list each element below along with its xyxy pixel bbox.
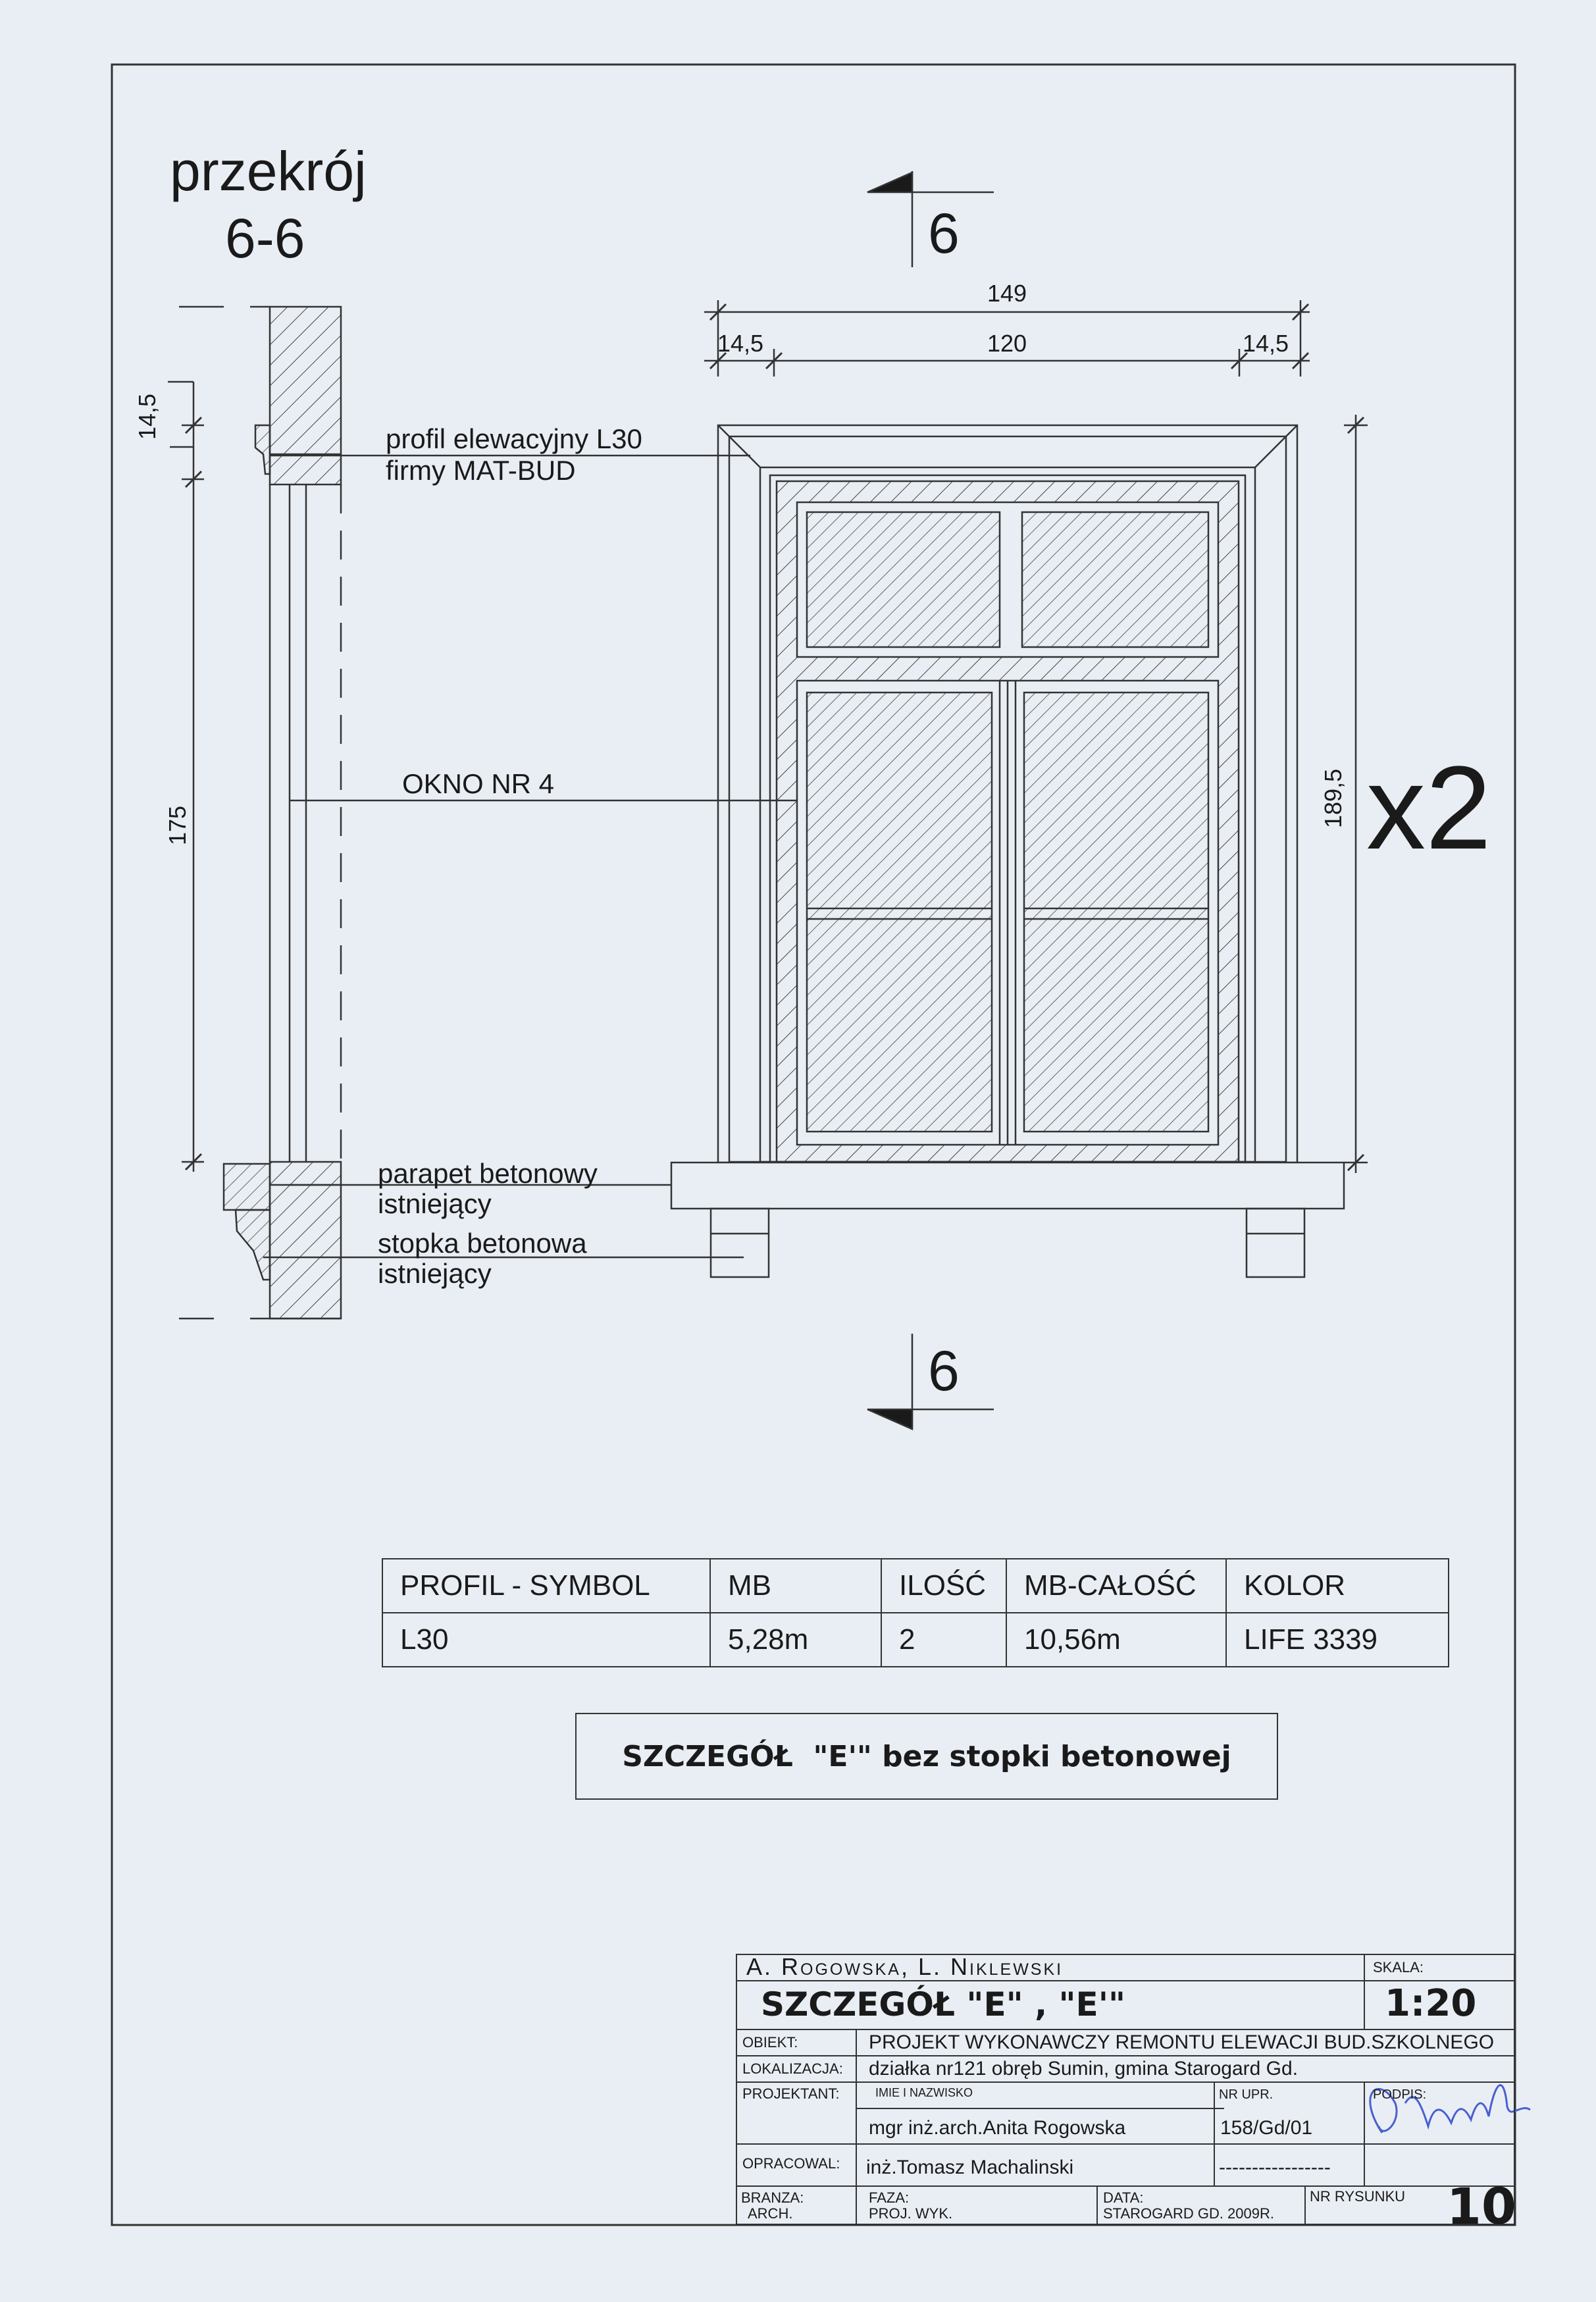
header-quantity: ILOŚĆ [881,1559,1006,1613]
sill-note-line2: istniejący [378,1188,492,1219]
dim-right-frame: 14,5 [1243,330,1289,357]
cell-quantity: 2 [881,1613,1006,1667]
cell-color: LIFE 3339 [1226,1613,1449,1667]
dim-section-top: 14,5 [134,393,161,440]
detail-caption: SZCZEGÓŁ "E'" bez stopki betonowej [575,1713,1278,1800]
tb-drawing-title: SZCZEGÓŁ "E" , "E'" [761,1985,1126,2024]
section-title-line2: 6-6 [225,207,305,269]
tb-prepared-label: OPRACOWAL: [742,2155,840,2172]
tb-object-label: OBIEKT: [742,2034,798,2051]
vertical-dimension [1344,415,1368,1173]
section-marker-bottom-label: 6 [928,1340,960,1403]
tb-object: PROJEKT WYKONAWCZY REMONTU ELEWACJI BUD.SZKOLNEGO [869,2031,1495,2053]
tb-scale-label: SKALA: [1373,1959,1424,1975]
tb-license-header: NR UPR. [1219,2087,1274,2102]
tb-branch-label: BRANZA: [741,2189,804,2206]
dim-overall-width: 149 [987,280,1027,307]
header-mb-total: MB-CAŁOŚĆ [1006,1559,1226,1613]
profile-note-line2: firmy MAT-BUD [386,455,576,486]
tb-date-label: DATA: [1103,2189,1144,2206]
header-color: KOLOR [1226,1559,1449,1613]
tb-designer-license: 158/Gd/01 [1220,2117,1313,2139]
section-title-line1: przekrój [170,140,367,202]
tb-prepared-name: inż.Tomasz Machalinski [866,2157,1074,2178]
tb-name-header: IMIE I NAZWISKO [875,2086,973,2099]
cell-mb: 5,28m [710,1613,881,1667]
window-elevation [671,425,1347,1277]
tb-designer-label: PROJEKTANT: [742,2085,840,2102]
tb-scale: 1:20 [1385,1982,1477,2025]
tb-location-label: LOKALIZACJA: [742,2060,843,2077]
tb-drawing-no: 10 [1447,2177,1516,2236]
dim-section-height: 175 [164,805,191,845]
tb-drawing-no-label: NR RYSUNKU [1310,2188,1406,2205]
tb-phase-label: FAZA: [869,2189,910,2206]
tb-location: działka nr121 obręb Sumin, gmina Starogard Gd. [869,2058,1299,2080]
header-mb: MB [710,1559,881,1613]
cell-profile: L30 [382,1613,710,1667]
tb-phase: PROJ. WYK. [869,2205,953,2222]
tb-authors: A. Rogowska, L. Niklewski [746,1953,1064,1980]
profile-note-line1: profil elewacyjny L30 [386,423,642,454]
profile-spec-table [382,1558,1449,1667]
section-marker-top-label: 6 [928,202,960,265]
tb-signature-header: PODPIS: [1373,2087,1427,2102]
tb-prepared-license: ----------------- [1219,2157,1331,2178]
dim-opening: 120 [987,330,1027,357]
table-header-row [382,1559,1449,1613]
table-row [382,1613,1449,1667]
header-profile: PROFIL - SYMBOL [382,1559,710,1613]
tb-designer-name: mgr inż.arch.Anita Rogowska [869,2117,1126,2139]
footing-note-line2: istniejący [378,1258,492,1289]
dim-height: 189,5 [1320,768,1347,828]
window-note: OKNO NR 4 [402,768,555,799]
sill-note-line1: parapet betonowy [378,1158,598,1189]
footing-note-line1: stopka betonowa [378,1228,587,1259]
tb-branch: ARCH. [748,2205,793,2222]
tb-date: STAROGARD GD. 2009R. [1103,2205,1274,2222]
dim-left-frame: 14,5 [717,330,764,357]
cell-mb-total: 10,56m [1006,1613,1226,1667]
quantity-multiplier: x2 [1366,742,1492,874]
